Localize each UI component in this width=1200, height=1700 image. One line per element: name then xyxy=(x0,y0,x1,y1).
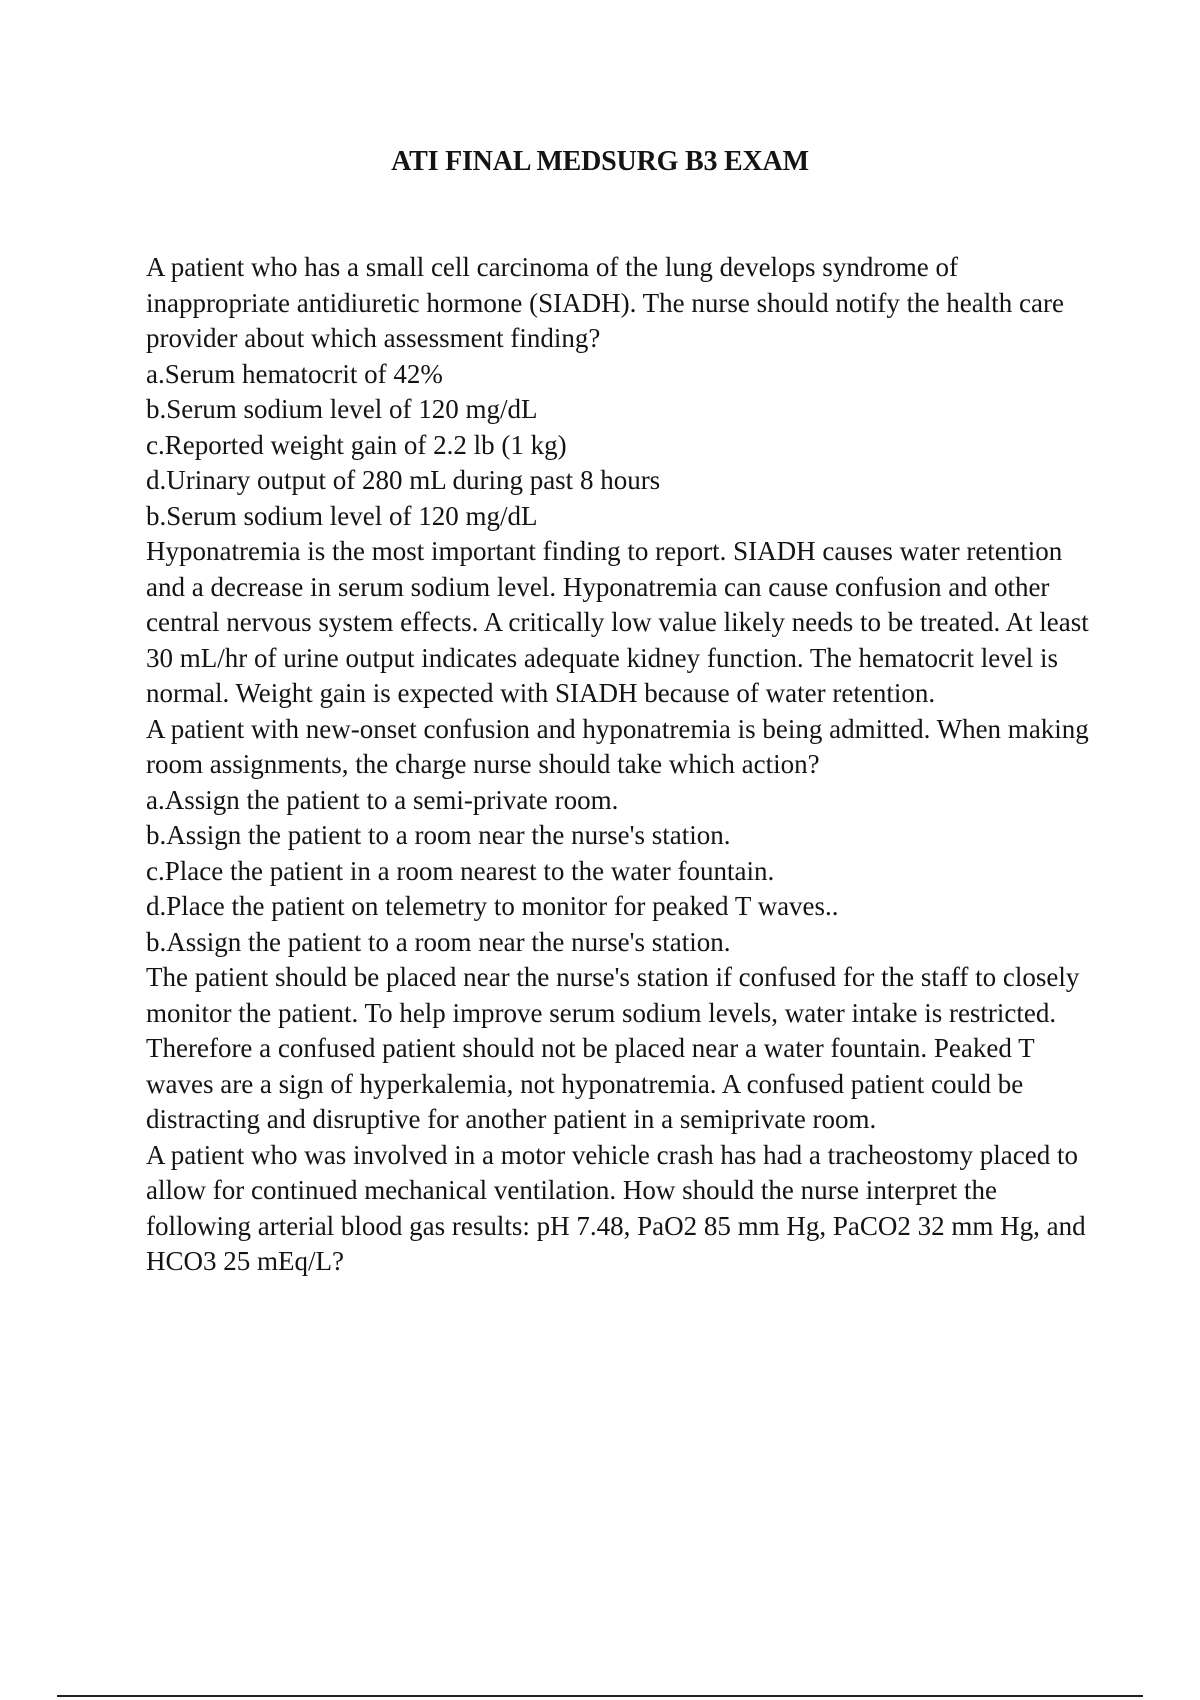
question-1-option-b: b.Serum sodium level of 120 mg/dL xyxy=(146,394,538,424)
document-title: ATI FINAL MEDSURG B3 EXAM xyxy=(391,146,809,177)
question-1-rationale: Hyponatremia is the most important finding to report. SIADH causes water retention and a decrease in serum sodium level. Hyponatremia can cause confusion and other central nervous system effects. A critically low value likely needs to be treated. At least 30 mL/hr of urine output indicates adequate kidney function. The hematocrit level is normal. Weight gain is expected with SIADH because of water retention. xyxy=(146,536,1089,708)
question-2-rationale: The patient should be placed near the nurse's station if confused for the staff to closely monitor the patient. To help improve serum sodium levels, water intake is restricted. Therefore a confused patient should not be placed near a water fountain. Peaked T waves are a sign of hyperkalemia, not hyponatremia. A confused patient could be distracting and disruptive for another patient in a semiprivate room. xyxy=(146,962,1080,1134)
question-2-option-b: b.Assign the patient to a room near the nurse's station. xyxy=(146,820,731,850)
document-body xyxy=(146,250,1096,1280)
question-1-option-c: c.Reported weight gain of 2.2 lb (1 kg) xyxy=(146,429,567,460)
question-2-answer: b.Assign the patient to a room near the nurse's station. xyxy=(146,926,731,957)
question-2-option-d: d.Place the patient on telemetry to monitor for peaked T waves.. xyxy=(146,891,839,921)
question-2-stem: A patient with new-onset confusion and hyponatremia is being admitted. When making room assignments, the charge nurse should take which action? xyxy=(146,713,1089,779)
question-1-answer: b.Serum sodium level of 120 mg/dL xyxy=(146,500,538,531)
question-3-stem: A patient who was involved in a motor vehicle crash has had a tracheostomy placed to allow for continued mechanical ventilation. How should the nurse interpret the following arterial blood gas results: pH 7.48, PaO2 85 mm Hg, PaCO2 32 mm Hg, and HCO3 25 mEq/L? xyxy=(146,1139,1086,1276)
footer-divider xyxy=(57,1695,1143,1697)
question-1-option-d: d.Urinary output of 280 mL during past 8 hours xyxy=(146,465,661,495)
question-2-option-c: c.Place the patient in a room nearest to the water fountain. xyxy=(146,855,775,886)
question-1-options xyxy=(146,357,1096,499)
question-1-option-a: a.Serum hematocrit of 42% xyxy=(146,358,443,389)
question-1-stem: A patient who has a small cell carcinoma of the lung develops syndrome of inappropriate antidiuretic hormone (SIADH). The nurse should notify the health care provider about which assessment finding? xyxy=(146,252,1064,353)
question-2-options xyxy=(146,783,1096,925)
question-2-option-a: a.Assign the patient to a semi-private room. xyxy=(146,784,619,815)
